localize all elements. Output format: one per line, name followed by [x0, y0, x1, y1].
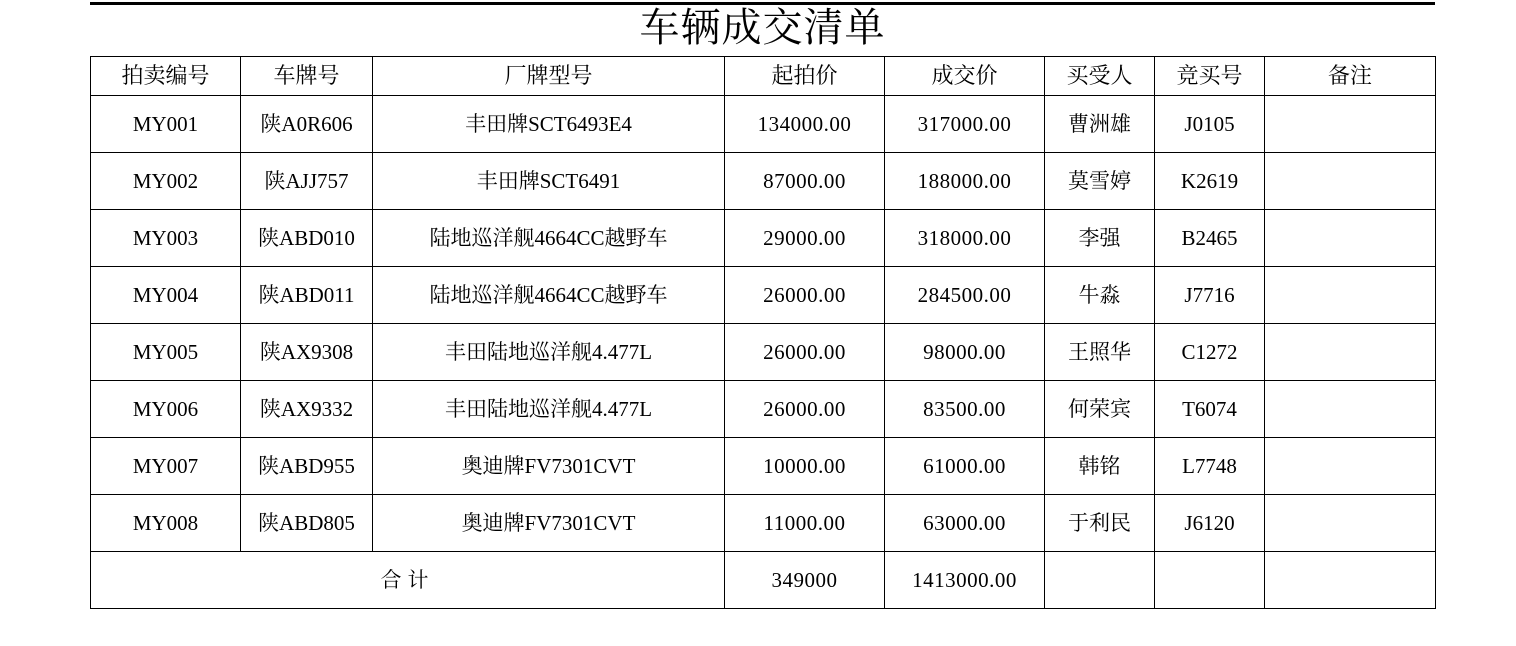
table-row [91, 267, 1436, 324]
cell-auction-no: MY007 [91, 438, 241, 495]
cell-auction-no: MY004 [91, 267, 241, 324]
cell-model: 陆地巡洋舰4664CC越野车 [373, 210, 725, 267]
cell-total-start-price: 349000 [725, 552, 885, 609]
cell-start-price: 10000.00 [725, 438, 885, 495]
cell-deal-price: 317000.00 [885, 96, 1045, 153]
cell-model: 丰田牌SCT6493E4 [373, 96, 725, 153]
cell-start-price: 26000.00 [725, 267, 885, 324]
cell-deal-price: 188000.00 [885, 153, 1045, 210]
cell-model: 丰田陆地巡洋舰4.477L [373, 381, 725, 438]
cell-buyer: 王照华 [1045, 324, 1155, 381]
cell-remark [1265, 153, 1436, 210]
cell-bid-no: B2465 [1155, 210, 1265, 267]
cell-total-deal-price: 1413000.00 [885, 552, 1045, 609]
cell-total-label: 合计 [91, 552, 725, 609]
cell-auction-no: MY008 [91, 495, 241, 552]
cell-remark [1265, 324, 1436, 381]
cell-plate: 陕A0R606 [241, 96, 373, 153]
cell-plate: 陕ABD011 [241, 267, 373, 324]
table-row [91, 210, 1436, 267]
cell-bid-no: J6120 [1155, 495, 1265, 552]
cell-remark [1265, 210, 1436, 267]
table-row [91, 96, 1436, 153]
cell-buyer: 莫雪婷 [1045, 153, 1155, 210]
table-row [91, 153, 1436, 210]
column-header-bid-no: 竞买号 [1155, 57, 1265, 96]
cell-bid-no: K2619 [1155, 153, 1265, 210]
cell-deal-price: 83500.00 [885, 381, 1045, 438]
cell-deal-price: 318000.00 [885, 210, 1045, 267]
column-header-plate: 车牌号 [241, 57, 373, 96]
column-header-start-price: 起拍价 [725, 57, 885, 96]
cell-deal-price: 98000.00 [885, 324, 1045, 381]
page-title: 车辆成交清单 [639, 5, 886, 51]
cell-start-price: 134000.00 [725, 96, 885, 153]
column-header-deal-price: 成交价 [885, 57, 1045, 96]
cell-model: 丰田牌SCT6491 [373, 153, 725, 210]
cell-start-price: 29000.00 [725, 210, 885, 267]
table-row [91, 381, 1436, 438]
cell-auction-no: MY003 [91, 210, 241, 267]
cell-plate: 陕AX9308 [241, 324, 373, 381]
cell-buyer: 牛淼 [1045, 267, 1155, 324]
cell-buyer: 于利民 [1045, 495, 1155, 552]
table-body [91, 96, 1436, 609]
column-header-remark: 备注 [1265, 57, 1436, 96]
cell-bid-no: J7716 [1155, 267, 1265, 324]
cell-plate: 陕ABD010 [241, 210, 373, 267]
cell-start-price: 26000.00 [725, 381, 885, 438]
cell-total-bid-no [1155, 552, 1265, 609]
cell-model: 丰田陆地巡洋舰4.477L [373, 324, 725, 381]
column-header-buyer: 买受人 [1045, 57, 1155, 96]
vehicle-listing-table [90, 56, 1436, 609]
cell-buyer: 韩铭 [1045, 438, 1155, 495]
cell-model: 奥迪牌FV7301CVT [373, 495, 725, 552]
vehicle-listing-table-container [90, 56, 1435, 609]
cell-plate: 陕AX9332 [241, 381, 373, 438]
cell-remark [1265, 96, 1436, 153]
cell-deal-price: 284500.00 [885, 267, 1045, 324]
cell-total-buyer [1045, 552, 1155, 609]
cell-plate: 陕ABD805 [241, 495, 373, 552]
cell-plate: 陕AJJ757 [241, 153, 373, 210]
cell-start-price: 11000.00 [725, 495, 885, 552]
cell-plate: 陕ABD955 [241, 438, 373, 495]
table-row [91, 324, 1436, 381]
cell-deal-price: 63000.00 [885, 495, 1045, 552]
cell-buyer: 曹洲雄 [1045, 96, 1155, 153]
table-header-row [91, 57, 1436, 96]
cell-start-price: 87000.00 [725, 153, 885, 210]
table-row [91, 438, 1436, 495]
cell-remark [1265, 438, 1436, 495]
cell-bid-no: J0105 [1155, 96, 1265, 153]
table-total-row [91, 552, 1436, 609]
cell-deal-price: 61000.00 [885, 438, 1045, 495]
cell-remark [1265, 267, 1436, 324]
cell-buyer: 李强 [1045, 210, 1155, 267]
table-row [91, 495, 1436, 552]
cell-buyer: 何荣宾 [1045, 381, 1155, 438]
column-header-model: 厂牌型号 [373, 57, 725, 96]
cell-bid-no: L7748 [1155, 438, 1265, 495]
cell-start-price: 26000.00 [725, 324, 885, 381]
cell-bid-no: T6074 [1155, 381, 1265, 438]
cell-auction-no: MY001 [91, 96, 241, 153]
cell-auction-no: MY002 [91, 153, 241, 210]
cell-remark [1265, 495, 1436, 552]
cell-remark [1265, 381, 1436, 438]
column-header-auction-no: 拍卖编号 [91, 57, 241, 96]
cell-bid-no: C1272 [1155, 324, 1265, 381]
cell-model: 陆地巡洋舰4664CC越野车 [373, 267, 725, 324]
cell-model: 奥迪牌FV7301CVT [373, 438, 725, 495]
cell-total-remark [1265, 552, 1436, 609]
cell-auction-no: MY006 [91, 381, 241, 438]
cell-auction-no: MY005 [91, 324, 241, 381]
